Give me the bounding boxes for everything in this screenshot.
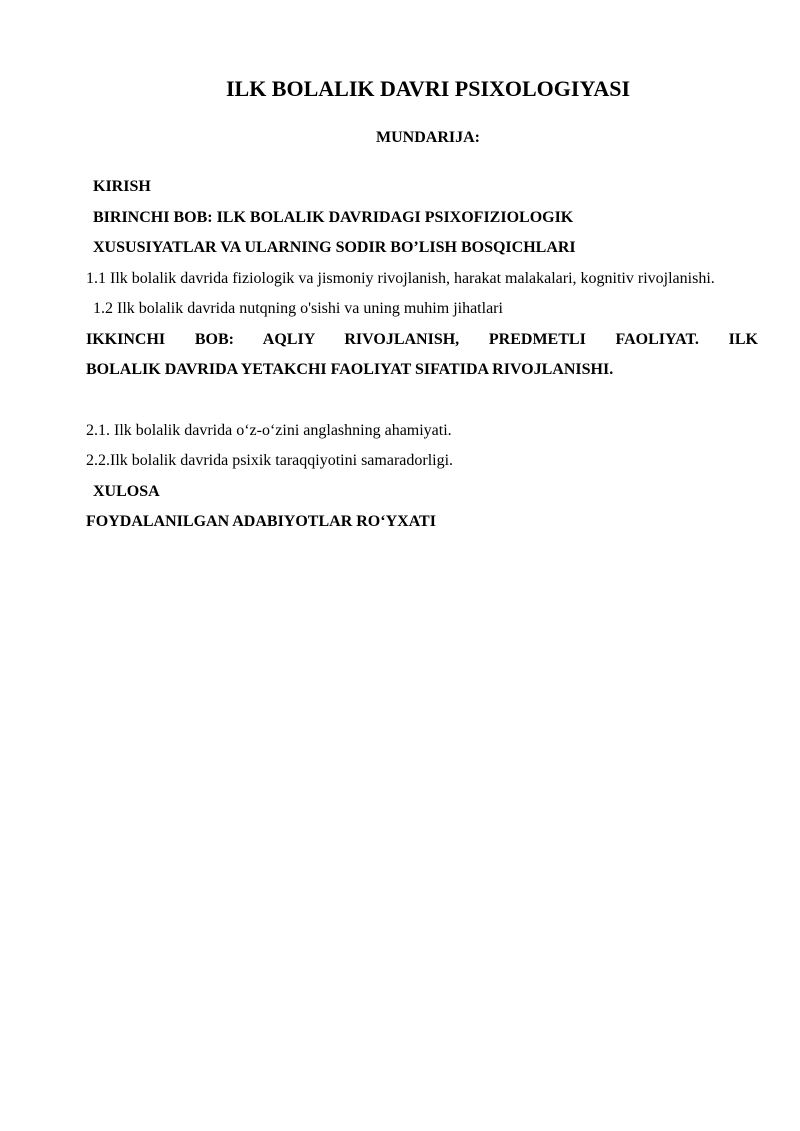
toc-item-chapter1-line2: XUSUSIYATLAR VA ULARNING SODIR BO’LISH BOSQICHLARI [93,239,576,256]
toc-item-conclusion: XULOSA [93,482,160,500]
toc-item-section-2-1: 2.1. Ilk bolalik davrida o‘z-o‘zini anglashning ahamiyati. [86,421,452,439]
toc-item-section-1-2: 1.2 Ilk bolalik davrida nutqning o'sishi va uning muhim jihatlari [93,300,503,317]
toc-item-section-1-1: 1.1 Ilk bolalik davrida fiziologik va jismoniy rivojlanish, harakat malakalari, kognitiv rivojlanishi. [86,269,715,287]
toc-item-chapter2-line1: IKKINCHI BOB: AQLIY RIVOJLANISH, PREDMETLI FAOLIYAT. ILK [86,330,758,348]
toc-item-section-2-2: 2.2.Ilk bolalik davrida psixik taraqqiyotini samaradorligi. [86,452,454,469]
toc-item-references: FOYDALANILGAN ADABIYOTLAR RO‘YXATI [86,513,436,530]
toc-item-chapter1-line1: BIRINCHI BOB: ILK BOLALIK DAVRIDAGI PSIXOFIZIOLOGIK [93,208,574,226]
toc-heading: MUNDARIJA: [376,129,480,146]
table-of-contents [86,172,758,538]
toc-item-chapter2-line2: BOLALIK DAVRIDA YETAKCHI FAOLIYAT SIFATIDA RIVOJLANISHI. [86,361,614,378]
toc-spacer [86,386,758,416]
document-title: ILK BOLALIK DAVRI PSIXOLOGIYASI [225,76,631,101]
toc-item-intro: KIRISH [93,178,151,195]
